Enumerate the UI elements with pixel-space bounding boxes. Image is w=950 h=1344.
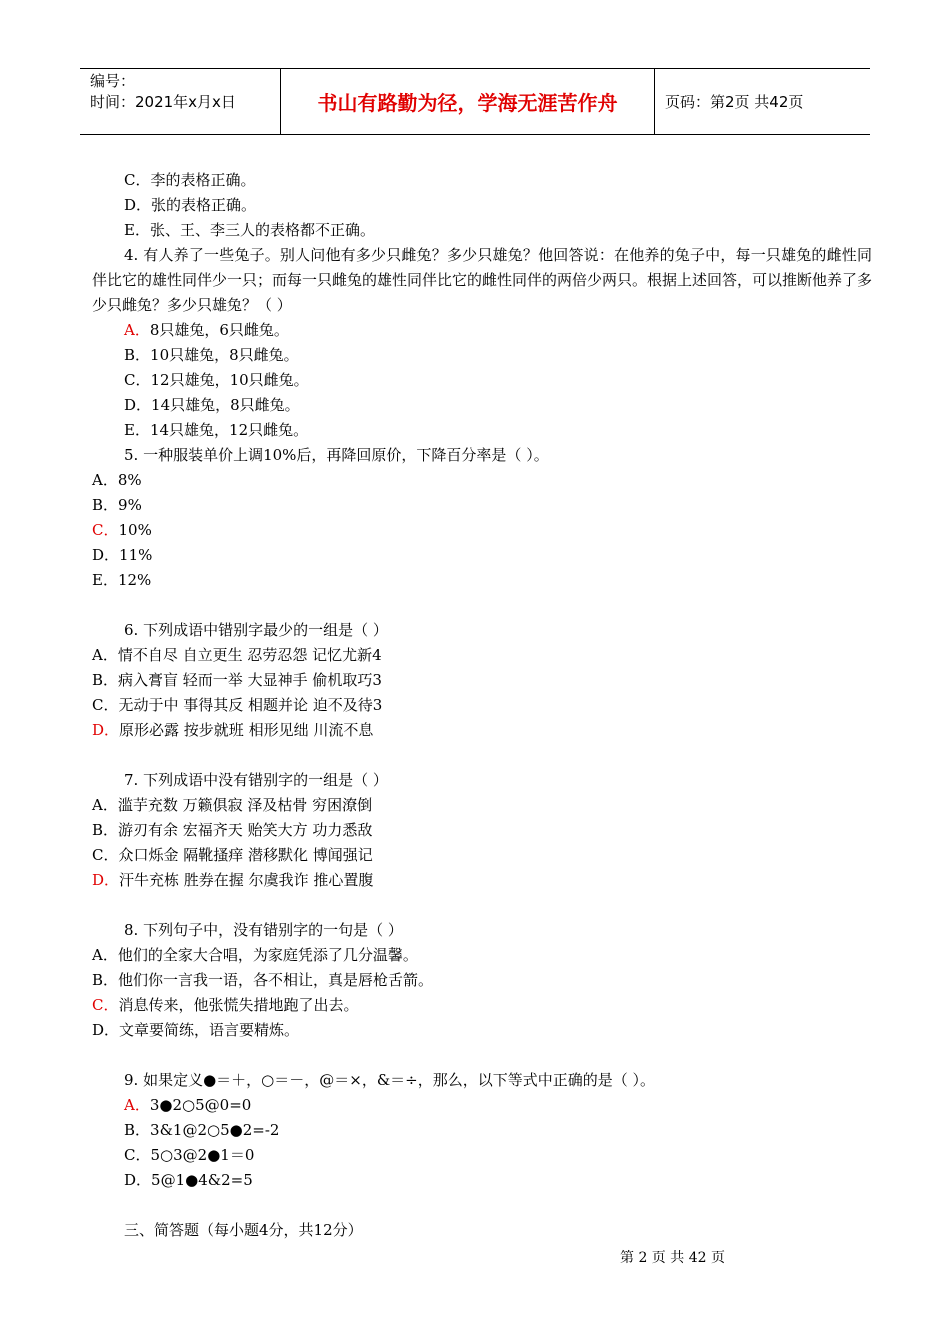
option-line: C．12只雄兔，10只雌兔。 [124, 371, 309, 389]
option-line: D．张的表格正确。 [124, 196, 257, 214]
option-line: E．14只雄兔，12只雌兔。 [124, 421, 309, 439]
option-line: D．14只雄兔，8只雌兔。 [124, 396, 300, 414]
question-9: 9. 如果定义●＝＋，○＝－，@＝×，&＝÷，那么，以下等式中正确的是（ ）。 [124, 1071, 656, 1089]
spacer [92, 743, 872, 768]
option-line: B．10只雄兔，8只雌兔。 [124, 346, 299, 364]
option-line: C．无动于中 事得其反 相题并论 迫不及待3 [92, 696, 383, 714]
option-line: C．众口烁金 隔靴搔痒 潜移默化 博闻强记 [92, 846, 373, 864]
option-line: A．3●2○5@0=0 [124, 1096, 252, 1114]
spacer [92, 593, 872, 618]
option-line: C．消息传来，他张慌失措地跑了出去。 [92, 996, 359, 1014]
question-5: 5. 一种服装单价上调10%后，再降回原价，下降百分率是（ ）。 [124, 446, 549, 464]
option-line: C．李的表格正确。 [124, 171, 256, 189]
header-page-info: 页码：第2页 共42页 [665, 93, 804, 111]
answer-marker: C． [92, 521, 119, 539]
option-line: C．5○3@2●1＝0 [124, 1146, 255, 1164]
spacer [92, 1043, 872, 1068]
option-line: E．张、王、李三人的表格都不正确。 [124, 221, 375, 239]
header-motto: 书山有路勤为径，学海无涯苦作舟 [281, 69, 655, 134]
number-label: 编号： [90, 72, 136, 90]
option-line: A．情不自尽 自立更生 忍劳忍怨 记忆尤新4 [92, 646, 382, 664]
option-line: B．他们你一言我一语，各不相让，真是唇枪舌箭。 [92, 971, 434, 989]
question-8: 8. 下列句子中，没有错别字的一句是（ ） [124, 921, 403, 939]
option-line: D．5@1●4&2=5 [124, 1171, 253, 1189]
header-meta [80, 69, 281, 134]
option-line: D．11% [92, 546, 153, 564]
answer-marker: A． [124, 1096, 150, 1114]
document-body [92, 168, 872, 1243]
option-line: A．他们的全家大合唱，为家庭凭添了几分温馨。 [92, 946, 418, 964]
spacer [92, 893, 872, 918]
option-line: D．原形必露 按步就班 相形见绌 川流不息 [92, 721, 374, 739]
time-label: 时间：2021年x月x日 [90, 93, 236, 111]
option-line: B．病入膏盲 轻而一举 大显神手 偷机取巧3 [92, 671, 382, 689]
section-heading: 三、简答题（每小题4分，共12分） [124, 1221, 363, 1239]
answer-marker: D． [92, 721, 120, 739]
option-line: A．8% [92, 471, 142, 489]
option-line: B．3&1@2○5●2=-2 [124, 1121, 280, 1139]
question-6: 6. 下列成语中错别字最少的一组是（ ） [124, 621, 388, 639]
option-line: D．汗牛充栋 胜券在握 尔虞我诈 推心置腹 [92, 871, 374, 889]
option-line: D．文章要简练，语言要精炼。 [92, 1021, 300, 1039]
option-line: A．滥芋充数 万籁俱寂 泽及枯骨 穷困潦倒 [92, 796, 373, 814]
question-4: 4. 有人养了一些兔子。别人问他有多少只雌兔？多少只雄兔？他回答说：在他养的兔子中，每一只雄兔的雌性同伴比它的雄性同伴少一只；而每一只雌兔的雄性同伴比它的雌性同伴的两倍少两只。根据上述回答，可以推断他养了多少只雌兔？多少只雄兔？（ ） [92, 246, 873, 314]
answer-marker: D． [92, 871, 120, 889]
option-line: B．9% [92, 496, 142, 514]
page-footer: 第 2 页 共 42 页 [620, 1250, 725, 1266]
spacer [92, 1193, 872, 1218]
page-header [80, 68, 870, 135]
option-line: E．12% [92, 571, 152, 589]
answer-marker: A． [124, 321, 150, 339]
option-line: B．游刃有余 宏福齐天 贻笑大方 功力悉敌 [92, 821, 373, 839]
answer-marker: C． [92, 996, 119, 1014]
option-line: A．8只雄兔，6只雌兔。 [124, 321, 289, 339]
question-7: 7. 下列成语中没有错别字的一组是（ ） [124, 771, 388, 789]
option-line: C．10% [92, 521, 152, 539]
